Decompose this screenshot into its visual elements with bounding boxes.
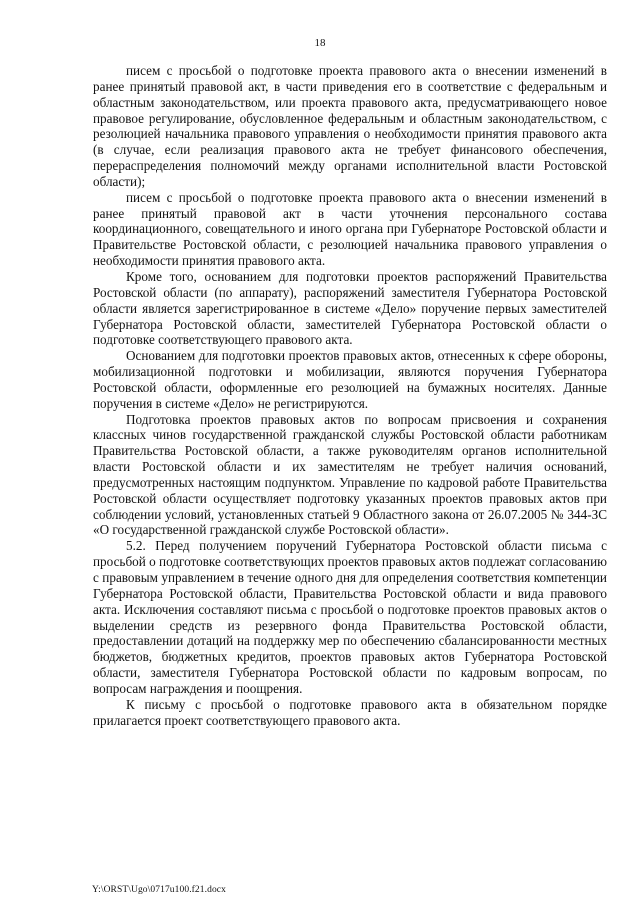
footer-file-path: Y:\ORST\Ugo\0717u100.f21.docx bbox=[92, 885, 226, 895]
paragraph-section-5-2: 5.2. Перед получением поручений Губернатора Ростовской области письма с просьбой о подготовке соответствующих проектов правовых актов подлежат согласованию с правовым управлением в течение одного дня для определения соответствия компетенции Губернатора Ростовской области, Правительства Ростовской области и вида правового акта. Исключения составляют письма с просьбой о подготовке проектов правовых актов о выделении средств из резервного фонда Правительства Ростовской области, предоставлении дотаций на поддержку мер по обеспечению сбалансированности местных бюджетов, бюджетных кредитов, проектов правовых актов Губернатора Ростовской области, заместителя Губернатора Ростовской области по кадровым вопросам, по вопросам награждения и поощрения. bbox=[93, 538, 607, 696]
paragraph-letters-personnel-composition: писем с просьбой о подготовке проекта правового акта о внесении изменений в ранее принятый правовой акт в части уточнения персонального состава координационного, совещательного и иного органа при Губернаторе Ростовской области и Правительстве Ростовской области, с резолюцией начальника правового управления о необходимости принятия правового акта. bbox=[93, 189, 607, 269]
paragraph-class-ranks: Подготовка проектов правовых актов по вопросам присвоения и сохранения классных чинов государственной гражданской службы Ростовской области работникам Правительства Ростовской области, а также руководителям органов исполнительной власти Ростовской области и их заместителям не требует наличия оснований, предусмотренных настоящим подпунктом. Управление по кадровой работе Правительства Ростовской области осуществляет подготовку указанных проектов правовых актов при соблюдении условий, установленных статьей 9 Областного закона от 26.07.2005 № 344-ЗС «О государственной гражданской службе Ростовской области». bbox=[93, 411, 607, 538]
document-body bbox=[93, 63, 607, 728]
page-number: 18 bbox=[314, 37, 326, 49]
paragraph-defense-basis: Основанием для подготовки проектов правовых актов, отнесенных к сфере обороны, мобилизационной подготовки и мобилизации, являются поручения Губернатора Ростовской области, оформленные его резолюцией на бумажных носителях. Данные поручения в системе «Дело» не регистрируются. bbox=[93, 348, 607, 411]
paragraph-orders-basis: Кроме того, основанием для подготовки проектов распоряжений Правительства Ростовской области (по аппарату), распоряжений заместителя Губернатора Ростовской области является зарегистрированное в системе «Дело» поручение первых заместителей Губернатора Ростовской области, заместителей Губернатора Ростовской области о подготовке соответствующего правового акта. bbox=[93, 268, 607, 348]
paragraph-attachment-requirement: К письму с просьбой о подготовке правового акта в обязательном порядке прилагается проект соответствующего правового акта. bbox=[93, 696, 607, 728]
paragraph-letters-amendments: писем с просьбой о подготовке проекта правового акта о внесении изменений в ранее принятый правовой акт, в части приведения его в соответствие с федеральным и областным законодательством, или проекта правового акта, предусматривающего новое правовое регулирование, обусловленное федеральным и областным законодательством, с резолюцией начальника правового управления о необходимости принятия правового акта (в случае, если реализация правового акта не требует финансового обеспечения, перераспределения полномочий между органами исполнительной власти Ростовской области); bbox=[93, 63, 607, 189]
